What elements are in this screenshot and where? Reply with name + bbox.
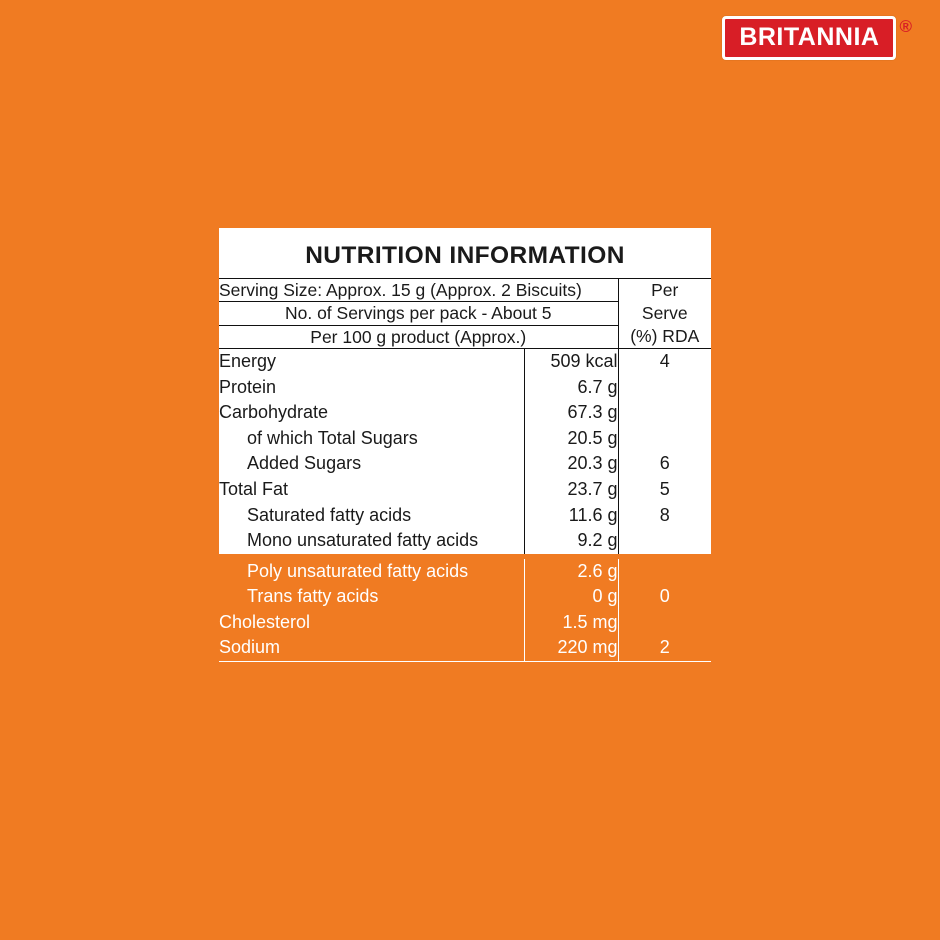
nutrient-rda-percent: 6	[618, 451, 711, 477]
nutrient-value-per-100g: 11.6 g	[524, 503, 618, 529]
table-row	[219, 559, 711, 585]
nutrient-name: Added Sugars	[247, 453, 362, 474]
table-row	[219, 451, 711, 477]
nutrient-rda-percent	[618, 610, 711, 636]
panel-title: NUTRITION INFORMATION	[305, 242, 625, 269]
nutrition-table	[219, 278, 711, 554]
brand-logo-badge	[722, 16, 896, 60]
nutrient-value-per-100g: 2.6 g	[524, 559, 618, 585]
panel-bottom-rule	[219, 661, 711, 662]
table-row	[219, 477, 711, 503]
per-100g-label: Per 100 g product (Approx.)	[219, 325, 618, 348]
table-row	[219, 375, 711, 401]
nutrient-value-per-100g: 20.5 g	[524, 426, 618, 452]
nutrient-value-per-100g: 9.2 g	[524, 528, 618, 554]
nutrient-rda-percent: 8	[618, 503, 711, 529]
nutrient-rda-percent	[618, 559, 711, 585]
servings-per-pack-label: No. of Servings per pack - About 5	[219, 302, 618, 325]
nutrient-rda-percent: 5	[618, 477, 711, 503]
nutrition-rows-white	[219, 349, 711, 554]
nutrient-value-per-100g: 220 mg	[524, 635, 618, 661]
table-row-serving-size	[219, 279, 711, 302]
nutrient-name: Carbohydrate	[219, 402, 329, 423]
nutrient-value-per-100g: 509 kcal	[524, 349, 618, 375]
nutrient-name: Poly unsaturated fatty acids	[247, 560, 469, 581]
nutrition-information-panel	[219, 228, 711, 662]
nutrient-name: Protein	[219, 376, 277, 397]
nutrient-name: Saturated fatty acids	[247, 504, 412, 525]
nutrient-rda-percent	[618, 426, 711, 452]
nutrient-value-per-100g: 20.3 g	[524, 451, 618, 477]
nutrient-value-per-100g: 6.7 g	[524, 375, 618, 401]
registered-trademark-icon: ®	[899, 17, 912, 36]
brand-logo-text: BRITANNIA	[739, 23, 880, 51]
brand-logo	[722, 16, 912, 60]
table-row	[219, 635, 711, 661]
serving-size-label: Serving Size: Approx. 15 g (Approx. 2 Biscuits)	[219, 279, 618, 302]
nutrient-rda-percent: 2	[618, 635, 711, 661]
table-row	[219, 349, 711, 375]
nutrition-table-header	[219, 279, 711, 349]
nutrient-value-per-100g: 1.5 mg	[524, 610, 618, 636]
nutrition-table-overflow	[219, 559, 711, 661]
nutrient-name: Cholesterol	[219, 611, 311, 632]
per-serve-rda-header	[618, 279, 711, 349]
nutrient-rda-percent	[618, 375, 711, 401]
rda-header-line-2: Serve	[641, 303, 688, 324]
table-row	[219, 400, 711, 426]
nutrition-rows-orange	[219, 559, 711, 661]
nutrient-name: Energy	[219, 351, 277, 372]
nutrient-name: Trans fatty acids	[247, 586, 379, 607]
nutrient-name: Total Fat	[219, 479, 289, 500]
nutrient-rda-percent: 4	[618, 349, 711, 375]
nutrient-name: Sodium	[219, 637, 281, 658]
rda-header-line-1: Per	[651, 280, 679, 300]
nutrient-value-per-100g: 0 g	[524, 584, 618, 610]
rda-header-line-3: (%) RDA	[630, 326, 700, 347]
nutrient-name: Mono unsaturated fatty acids	[247, 530, 479, 551]
nutrient-rda-percent: 0	[618, 584, 711, 610]
table-row	[219, 610, 711, 636]
table-row	[219, 426, 711, 452]
nutrition-panel-white-area	[219, 228, 711, 554]
table-row	[219, 584, 711, 610]
nutrient-name: of which Total Sugars	[247, 427, 418, 448]
table-row	[219, 503, 711, 529]
nutrient-rda-percent	[618, 528, 711, 554]
table-row	[219, 528, 711, 554]
nutrient-value-per-100g: 23.7 g	[524, 477, 618, 503]
nutrient-rda-percent	[618, 400, 711, 426]
nutrient-value-per-100g: 67.3 g	[524, 400, 618, 426]
